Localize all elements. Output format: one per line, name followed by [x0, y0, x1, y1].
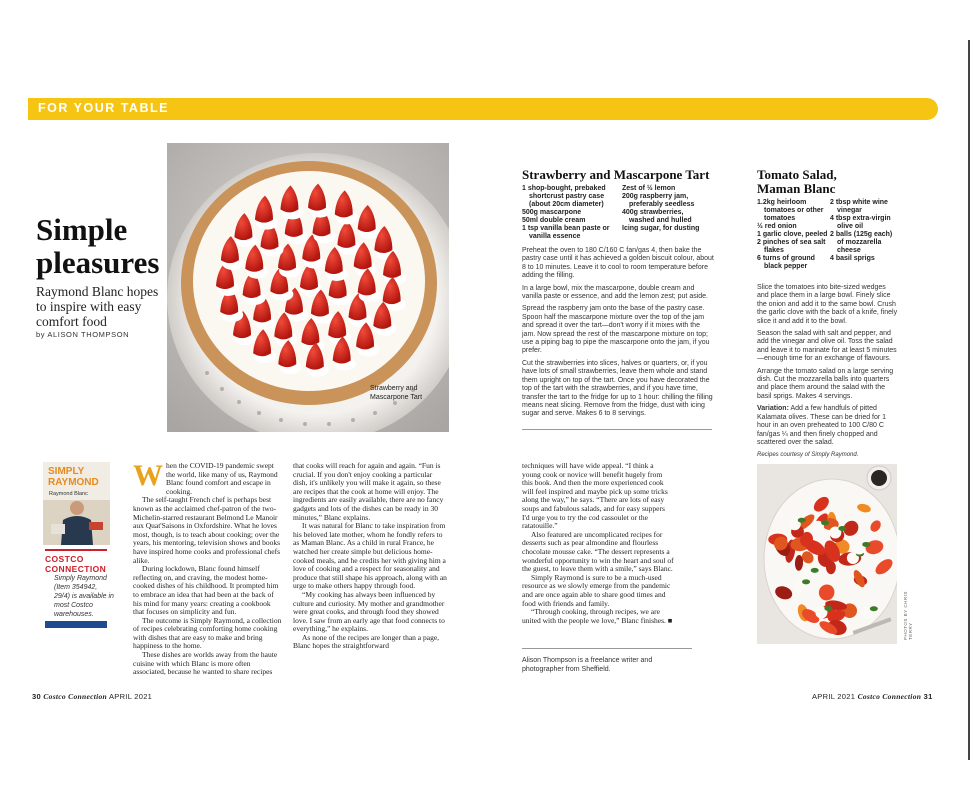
- recipe2-title-line2: Maman Blanc: [757, 181, 836, 196]
- article-paragraph: techniques will have wide appeal. “I think a young cook or novice will benefit hugely from this book. And then the more experienced cook will feel inspired and maybe pick up some tricks along the way,” he says. “There are lots of easy soups and fabulous salads, and for easy suppers I'd urge you to try the cod cassoulet or the ratatouille.”: [522, 461, 668, 531]
- method-step: Preheat the oven to 180 C/160 C fan/gas 4, then bake the pastry case until it has achieved a golden biscuit colour, about 8 to 10 minutes. Leave it to cool to room temperature before adding the filling.: [522, 247, 714, 280]
- tart-photo: [167, 143, 449, 432]
- folio-right: [812, 692, 933, 701]
- article-paragraph: The self-taught French chef is perhaps best known as the acclaimed chef-patron of the two-Michelin-starred restaurant Belmond Le Manoir aux Quat'Saisons in Oxfordshire. What he loves most, though, is to teach about cooking; over the years, his mentoring, television shows and books have inspired home cooks and professional chefs alike.: [133, 495, 281, 565]
- article-paragraph: As none of the recipes are longer than a page, Blanc hopes the straightforward: [293, 632, 440, 651]
- ingredient: 2 pinches of sea salt flakes: [757, 239, 826, 254]
- recipe-courtesy: Recipes courtesy of Simply Raymond.: [757, 452, 859, 459]
- book-title-line2: RAYMOND: [48, 477, 99, 488]
- method-variation: [757, 405, 899, 447]
- byline: by ALISON THOMPSON: [36, 330, 130, 339]
- article-paragraph: “Through cooking, through recipes, we are united with the people we love,” Blanc finishes. ■: [522, 607, 673, 625]
- recipe2-ingredients-right: [830, 199, 896, 263]
- costco-heading-line2: CONNECTION: [45, 564, 107, 574]
- ingredient: Icing sugar, for dusting: [622, 225, 700, 232]
- ingredient: 2 balls (125g each) of mozzarella cheese: [830, 231, 893, 254]
- folio-right-publication: Costco Connection: [857, 692, 922, 701]
- method-step: Season the salad with salt and pepper, and add the vinegar and olive oil. Toss the salad and leave it to marinate for at least 5 minutes—enough time for an exchange of flavours.: [757, 330, 897, 363]
- tart-image: [167, 143, 449, 432]
- recipe2-title: [757, 168, 907, 196]
- method-step: Slice the tomatoes into bite-sized wedges and place them in a large bowl. Finely slice the onion and add it to the same bowl. Crush the garlic clove with the back of a knife, finely slice it and add it to the bowl.: [757, 284, 898, 325]
- dropcap: W: [133, 459, 163, 492]
- photo-caption-line2: Mascarpone Tart: [370, 394, 423, 401]
- recipe1-method: [522, 247, 714, 423]
- book-title-line1: SIMPLY: [48, 466, 85, 477]
- article-paragraph: It was natural for Blanc to take inspiration from his beloved late mother, whom he fondly refers to as Maman Blanc. As a child in rural France, he watched her create simple but delicious home-cooked meals, and he credits her with giving him a love of cooking and a respect for seasonality and produce that still shape his approach, along with an urge to make others happy through food.: [293, 521, 447, 591]
- recipe2-title-line1: Tomato Salad,: [757, 167, 837, 182]
- ingredient: 1 shop-bought, prebaked shortcrust pastry case (about 20cm diameter): [522, 185, 606, 208]
- ingredient: 4 basil sprigs: [830, 255, 875, 262]
- folio-left-date: APRIL 2021: [108, 692, 153, 701]
- article-paragraph: During lockdown, Blanc found himself reflecting on, and craving, the modest home-cooked dishes of his childhood. It prompted him to embrace an idea that had been at the back of his mind for many years: creating a cookbook that focuses on simplicity and fun.: [133, 564, 279, 617]
- ingredient: 200g raspberry jam, preferably seedless: [622, 193, 695, 208]
- article-paragraph: Simply Raymond is sure to be a much-used resource as we slowly emerge from the pandemic and are once again able to share good times and food with friends and family.: [522, 572, 671, 608]
- costco-rule: [45, 549, 107, 551]
- photo-credit: PHOTOS BY CHRIS TERRY: [903, 591, 913, 640]
- article-column-3: [522, 462, 674, 625]
- recipe1-ingredients-left: [522, 185, 620, 241]
- method-step: Arrange the tomato salad on a large serving dish. Cut the mozzarella balls into quarters and place them around the salad with the basil sprigs. Makes 4 servings.: [757, 367, 894, 400]
- ingredient: ½ red onion: [757, 223, 797, 230]
- article-column-2: [293, 462, 448, 651]
- article-paragraph: “My cooking has always been influenced by culture and curiosity. My mother and grandmother were great cooks, and through food they showed love. I saw from an early age that food connects to everything,” he explains.: [293, 589, 445, 634]
- costco-heading-line1: COSTCO: [45, 554, 84, 564]
- folio-right-date: APRIL 2021: [812, 692, 856, 701]
- ingredient: 4 tbsp extra-virgin olive oil: [830, 215, 891, 230]
- recipe2-method: [757, 284, 899, 464]
- costco-heading: [45, 554, 106, 574]
- article-paragraph: These dishes are worlds away from the haute cuisine with which Blanc is more often associated, because he wanted to share recipes: [133, 650, 278, 677]
- variation-text: Add a few handfuls of pitted Kalamata olives. These can be dried for 1 hour in an oven preheated to 100 C/80 C fan/gas ¼ and then finely chopped and scattered over the salad.: [757, 405, 887, 446]
- ingredient: Zest of ½ lemon: [622, 185, 676, 192]
- ingredient: 1 garlic clove, peeled: [757, 231, 828, 238]
- variation-label: Variation:: [757, 405, 789, 413]
- ingredient: 6 turns of ground black pepper: [757, 255, 815, 270]
- author-note: Alison Thompson is a freelance writer and photographer from Sheffield.: [522, 657, 653, 673]
- ingredient: 1.2kg heirloom tomatoes or other tomatoes: [757, 199, 824, 222]
- folio-left-page: 30: [32, 692, 41, 701]
- section-label: FOR YOUR TABLE: [38, 101, 169, 115]
- costco-bar: [45, 621, 107, 628]
- folio-left: [32, 692, 152, 701]
- ingredient: 500g mascarpone: [522, 209, 582, 216]
- method-step: Cut the strawberries into slices, halves or quarters, or, if you have lots of small strawberries, leave them whole and stand them upright on top of the tart. Once you have decorated the top of the tart with the strawberries, and if you have time, transfer the tart to the fridge for up to 1 hour: chilling the filling means neat slicing. Remove from the fridge, dust with icing sugar and serve. Makes 6 to 8 servings.: [522, 359, 713, 418]
- salad-image: [757, 464, 897, 644]
- method-step: In a large bowl, mix the mascarpone, double cream and vanilla paste or essence, and add the lemon zest; put aside.: [522, 284, 709, 301]
- folio-left-publication: Costco Connection: [43, 692, 107, 701]
- headline: Simple pleasures: [36, 212, 160, 280]
- article-paragraph: Also featured are uncomplicated recipes for desserts such as pear almondine and flourless chocolate mousse cake. “The dessert represents a wonderful opportunity to win the heart and soul of the guest, to leave them with a smile,” says Blanc.: [522, 529, 674, 574]
- book-title: [48, 466, 99, 488]
- article-paragraph: The outcome is Simply Raymond, a collection of recipes celebrating comforting home cooking with dishes that are easy to make and bring happiness to the home.: [133, 615, 282, 651]
- ingredient: 50ml double cream: [522, 217, 586, 224]
- costco-note: Simply Raymond (Item 354942, 29/4) is available in most Costco warehouses.: [54, 575, 114, 618]
- deck: Raymond Blanc hopes to inspire with easy comfort food: [36, 284, 159, 329]
- author-note-rule: [522, 648, 692, 649]
- ingredient: 2 tbsp white wine vinegar: [830, 199, 888, 214]
- ingredient: 1 tsp vanilla bean paste or vanilla essence: [522, 225, 610, 240]
- article-paragraph: that cooks will reach for again and again. “Fun is crucial. If you don't enjoy cooking a particular dish, it's unlikely you will make it again, so these are recipes that the cook at home will enjoy. The ingredients are easily available, there are no fancy gadgets and lots of the dishes can be ready in 30 minutes,” Blanc explains.: [293, 461, 444, 522]
- photo-caption-line1: Strawberry and: [370, 385, 418, 392]
- recipe2-ingredients-left: [757, 199, 829, 271]
- method-step: Spread the raspberry jam onto the base of the pastry case. Spoon half the mascarpone mixture over the top of the jam and spread it over the tart—don't worry if it mixes with the jam. Now spread the rest of the mascarpone mixture on top; use a piping bag to pipe the mascarpone onto the jam, if you prefer.: [522, 305, 710, 355]
- recipe1-ingredients-right: [622, 185, 710, 233]
- folio-right-page: 31: [923, 692, 933, 701]
- salad-photo: [757, 464, 897, 644]
- book-author: Raymond Blanc: [49, 491, 88, 497]
- ingredient: 400g strawberries, washed and hulled: [622, 209, 692, 224]
- recipe1-rule: [522, 429, 712, 430]
- article-paragraph: When the COVID-19 pandemic swept the world, like many of us, Raymond Blanc found comfort and escape in cooking.: [133, 459, 278, 496]
- article-column-1: [133, 459, 283, 677]
- recipe1-title: Strawberry and Mascarpone Tart: [522, 167, 710, 182]
